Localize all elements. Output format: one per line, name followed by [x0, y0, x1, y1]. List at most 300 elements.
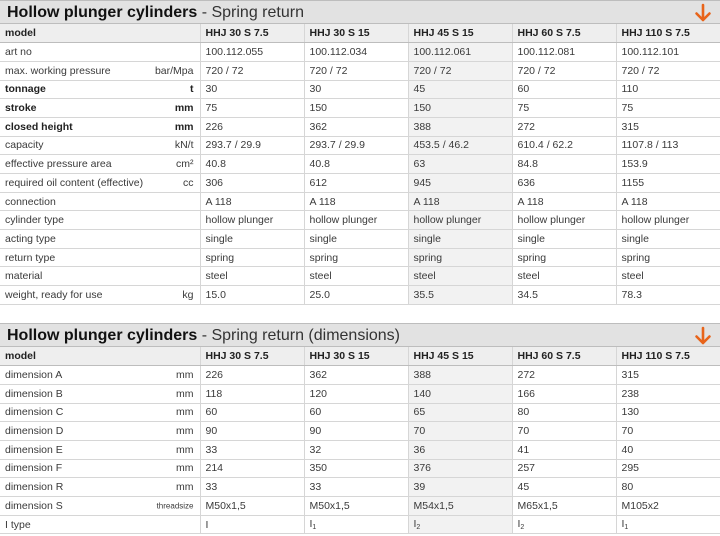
table-cell — [512, 61, 616, 80]
cell-value: 60 — [517, 83, 530, 96]
table-cell — [200, 174, 304, 193]
dimensions-table — [0, 347, 720, 534]
cell-value: 720 / 72 — [517, 64, 556, 77]
cell-value: 272 — [517, 369, 536, 382]
cell-value: 720 / 72 — [621, 64, 660, 77]
cell-value: 30 — [205, 83, 218, 96]
cell-value: 453.5 / 46.2 — [413, 139, 469, 152]
table-cell — [512, 478, 616, 497]
table-cell — [304, 192, 408, 211]
cell-value: 41 — [517, 443, 530, 456]
header-row — [0, 347, 720, 366]
cell-value: 60 — [205, 406, 218, 419]
table-row — [0, 403, 720, 422]
cell-value: 388 — [413, 120, 432, 133]
cell-value: 214 — [205, 462, 224, 475]
section-title-bold: Hollow plunger cylinders — [7, 4, 198, 21]
cell-value: single — [205, 232, 233, 245]
model-header: HHJ 110 S 7.5 — [616, 24, 720, 43]
table-cell — [616, 248, 720, 267]
table-cell — [304, 80, 408, 99]
table-cell — [512, 497, 616, 516]
model-header: HHJ 30 S 7.5 — [200, 24, 304, 43]
cell-value: 15.0 — [205, 288, 226, 301]
row-label-cell — [0, 211, 200, 230]
table-cell — [408, 286, 512, 305]
header-label: model — [0, 347, 200, 366]
table-cell — [512, 211, 616, 230]
row-label-cell — [0, 136, 200, 155]
model-header: HHJ 30 S 15 — [304, 24, 408, 43]
table-cell — [408, 366, 512, 385]
row-label: effective pressure area — [5, 158, 112, 171]
table-row — [0, 99, 720, 118]
cell-value: hollow plunger — [205, 214, 274, 227]
table-cell — [616, 192, 720, 211]
row-label: dimension C — [5, 406, 64, 419]
cell-value: 100.112.101 — [621, 46, 680, 59]
table-row — [0, 43, 720, 62]
table-row — [0, 384, 720, 403]
cell-value: M50x1,5 — [309, 499, 350, 512]
table-cell — [408, 99, 512, 118]
cell-value: spring — [621, 251, 651, 264]
table-cell — [408, 155, 512, 174]
table-cell — [200, 117, 304, 136]
table-row — [0, 174, 720, 193]
table-cell — [408, 478, 512, 497]
table-cell — [408, 61, 512, 80]
row-label: connection — [5, 195, 56, 208]
table-row — [0, 515, 720, 534]
cell-subscript: 2 — [520, 524, 525, 532]
table-row — [0, 155, 720, 174]
table-cell — [408, 515, 512, 534]
spec-table — [0, 24, 720, 305]
row-label: dimension E — [5, 443, 63, 456]
cell-value: 100.112.061 — [413, 46, 472, 59]
table-cell — [408, 192, 512, 211]
table-cell — [408, 230, 512, 249]
table-cell — [512, 515, 616, 534]
section-title — [7, 2, 304, 23]
cell-value: 100.112.034 — [309, 46, 368, 59]
row-label-cell — [0, 422, 200, 441]
table-cell — [512, 80, 616, 99]
cell-value: 33 — [309, 481, 322, 494]
table-row — [0, 80, 720, 99]
table-cell — [200, 80, 304, 99]
row-unit: mm — [176, 406, 194, 419]
cell-value: steel — [309, 270, 332, 283]
table-cell — [616, 267, 720, 286]
cell-value: 110 — [621, 83, 639, 96]
row-label: return type — [5, 251, 56, 264]
table-cell — [200, 192, 304, 211]
row-unit: mm — [176, 443, 194, 456]
model-header: HHJ 30 S 7.5 — [200, 347, 304, 366]
cell-value: 39 — [413, 481, 426, 494]
section-title-bar — [0, 323, 720, 347]
table-cell — [408, 174, 512, 193]
table-cell — [616, 99, 720, 118]
table-cell — [616, 117, 720, 136]
cell-value: 78.3 — [621, 288, 642, 301]
cell-value: 100.112.081 — [517, 46, 576, 59]
table-cell — [512, 136, 616, 155]
table-cell — [616, 403, 720, 422]
row-label: material — [5, 270, 43, 283]
row-label-cell — [0, 117, 200, 136]
cell-value: steel — [621, 270, 644, 283]
table-cell — [304, 366, 408, 385]
section-title-bar — [0, 0, 720, 24]
table-cell — [512, 422, 616, 441]
row-label-cell — [0, 286, 200, 305]
table-cell — [304, 117, 408, 136]
section-title-suffix: - Spring return (dimensions) — [197, 327, 400, 344]
cell-value: 70 — [413, 425, 426, 438]
table-cell — [512, 174, 616, 193]
cell-value: 293.7 / 29.9 — [205, 139, 261, 152]
cell-value: 636 — [517, 176, 536, 189]
cell-value: 84.8 — [517, 158, 538, 171]
table-cell — [512, 459, 616, 478]
table-cell — [616, 422, 720, 441]
table-cell — [304, 99, 408, 118]
table-cell — [408, 211, 512, 230]
model-header: HHJ 30 S 15 — [304, 347, 408, 366]
header-label: model — [0, 24, 200, 43]
table-cell — [408, 403, 512, 422]
table-cell — [304, 211, 408, 230]
cell-value: 40 — [621, 443, 634, 456]
table-cell — [512, 230, 616, 249]
table-cell — [616, 61, 720, 80]
cell-value: 293.7 / 29.9 — [309, 139, 365, 152]
table-cell — [200, 136, 304, 155]
arrow-down-icon[interactable] — [694, 326, 712, 346]
cell-value: 100.112.055 — [205, 46, 264, 59]
table-cell — [304, 384, 408, 403]
table-cell — [616, 515, 720, 534]
row-label: required oil content (effective) — [5, 176, 144, 189]
table-cell — [408, 440, 512, 459]
row-unit: mm — [174, 120, 194, 133]
row-label: dimension D — [5, 425, 64, 438]
row-label: acting type — [5, 232, 56, 245]
table-cell — [200, 497, 304, 516]
cell-value: steel — [205, 270, 228, 283]
row-label-cell — [0, 174, 200, 193]
row-label: capacity — [5, 139, 44, 152]
row-unit: bar/Mpa — [154, 64, 194, 77]
table-cell — [408, 80, 512, 99]
cell-value: hollow plunger — [413, 214, 482, 227]
table-row — [0, 478, 720, 497]
cell-value: 33 — [205, 481, 218, 494]
row-label: tonnage — [5, 83, 46, 96]
table-cell — [304, 248, 408, 267]
table-cell — [512, 286, 616, 305]
table-cell — [304, 497, 408, 516]
arrow-down-icon[interactable] — [694, 3, 712, 23]
row-label: dimension S — [5, 499, 63, 512]
table-cell — [616, 384, 720, 403]
cell-value: 362 — [309, 369, 328, 382]
cell-value: 257 — [517, 462, 536, 475]
table-cell — [512, 267, 616, 286]
row-label-cell — [0, 440, 200, 459]
cell-value: M54x1,5 — [413, 499, 454, 512]
table-row — [0, 459, 720, 478]
table-cell — [512, 99, 616, 118]
table-cell — [616, 174, 720, 193]
cell-subscript: 1 — [624, 524, 629, 532]
row-label-cell — [0, 515, 200, 534]
table-row — [0, 248, 720, 267]
table-cell — [200, 43, 304, 62]
model-header: HHJ 60 S 7.5 — [512, 347, 616, 366]
row-label-cell — [0, 99, 200, 118]
row-label-cell — [0, 403, 200, 422]
cell-value: 90 — [205, 425, 218, 438]
table-cell — [616, 80, 720, 99]
cell-value: 376 — [413, 462, 432, 475]
table-cell — [408, 384, 512, 403]
cell-value: 75 — [205, 102, 218, 115]
table-cell — [512, 403, 616, 422]
table-cell — [512, 155, 616, 174]
cell-value: hollow plunger — [517, 214, 586, 227]
row-label: dimension B — [5, 387, 63, 400]
cell-value: 90 — [309, 425, 322, 438]
table-cell — [616, 136, 720, 155]
table-row — [0, 366, 720, 385]
cell-value: 118 — [205, 387, 223, 400]
model-header: HHJ 110 S 7.5 — [616, 347, 720, 366]
table-row — [0, 440, 720, 459]
row-unit: t — [190, 83, 194, 96]
cell-value: 75 — [517, 102, 530, 115]
cell-value: 315 — [621, 369, 640, 382]
table-cell — [200, 515, 304, 534]
row-label-cell — [0, 384, 200, 403]
cell-value: 610.4 / 62.2 — [517, 139, 573, 152]
cell-value: hollow plunger — [621, 214, 690, 227]
table-cell — [512, 366, 616, 385]
cell-value: 1155 — [621, 176, 645, 189]
cell-subscript: 2 — [416, 524, 421, 532]
row-label: cylinder type — [5, 214, 64, 227]
row-label-cell — [0, 267, 200, 286]
row-unit: mm — [176, 462, 194, 475]
cell-value: spring — [413, 251, 443, 264]
row-label: dimension A — [5, 369, 63, 382]
table-cell — [512, 192, 616, 211]
table-cell — [200, 99, 304, 118]
row-label: max. working pressure — [5, 64, 111, 77]
row-label: closed height — [5, 120, 73, 133]
section-title — [7, 325, 400, 346]
table-cell — [304, 515, 408, 534]
table-cell — [200, 267, 304, 286]
table-cell — [408, 267, 512, 286]
row-label: art no — [5, 46, 32, 59]
cell-value: M50x1,5 — [205, 499, 246, 512]
row-label: dimension F — [5, 462, 63, 475]
cell-value: 40.8 — [205, 158, 226, 171]
cell-value: 35.5 — [413, 288, 434, 301]
table-cell — [304, 478, 408, 497]
cell-value: 272 — [517, 120, 536, 133]
cell-value: 75 — [621, 102, 634, 115]
cell-value: 350 — [309, 462, 328, 475]
row-label-cell — [0, 497, 200, 516]
table-cell — [408, 136, 512, 155]
cell-value: 388 — [413, 369, 432, 382]
section-title-suffix: - Spring return — [197, 4, 304, 21]
cell-value: 120 — [309, 387, 328, 400]
table-row — [0, 422, 720, 441]
model-header: HHJ 60 S 7.5 — [512, 24, 616, 43]
cell-value: single — [621, 232, 649, 245]
row-label-cell — [0, 192, 200, 211]
row-label: weight, ready for use — [5, 288, 103, 301]
row-unit: mm — [176, 425, 194, 438]
row-label-cell — [0, 230, 200, 249]
table-cell — [200, 403, 304, 422]
cell-value: 362 — [309, 120, 328, 133]
table-cell — [512, 117, 616, 136]
cell-value: spring — [309, 251, 339, 264]
cell-value: 945 — [413, 176, 432, 189]
cell-value: 238 — [621, 387, 640, 400]
table-cell — [200, 211, 304, 230]
table-cell — [616, 230, 720, 249]
cell-value: 226 — [205, 120, 224, 133]
cell-value: 226 — [205, 369, 224, 382]
table-cell — [200, 478, 304, 497]
cell-value: I — [205, 518, 209, 531]
cell-value: A 118 — [205, 195, 232, 208]
table-cell — [200, 459, 304, 478]
model-header: HHJ 45 S 15 — [408, 24, 512, 43]
table-cell — [304, 61, 408, 80]
table-cell — [200, 422, 304, 441]
table-row — [0, 230, 720, 249]
cell-value: spring — [205, 251, 235, 264]
cell-value: 65 — [413, 406, 426, 419]
cell-value: 1107.8 / 113 — [621, 139, 679, 152]
cell-value: 720 / 72 — [309, 64, 348, 77]
table-cell — [512, 43, 616, 62]
row-unit: cc — [183, 176, 194, 189]
cell-value: 140 — [413, 387, 432, 400]
cell-value: I — [413, 518, 417, 531]
table-row — [0, 117, 720, 136]
cell-value: 34.5 — [517, 288, 538, 301]
table-cell — [200, 155, 304, 174]
row-unit: cm² — [176, 158, 194, 171]
cell-value: 63 — [413, 158, 426, 171]
cell-value: single — [517, 232, 545, 245]
cell-value: M105x2 — [621, 499, 659, 512]
cell-value: 720 / 72 — [205, 64, 244, 77]
row-label-cell — [0, 459, 200, 478]
cell-value: 80 — [517, 406, 530, 419]
cell-value: 32 — [309, 443, 322, 456]
model-header: HHJ 45 S 15 — [408, 347, 512, 366]
cell-value: 25.0 — [309, 288, 330, 301]
cell-value: A 118 — [309, 195, 336, 208]
row-unit: mm — [176, 481, 194, 494]
table-cell — [304, 286, 408, 305]
table-cell — [616, 478, 720, 497]
cell-value: A 118 — [517, 195, 544, 208]
row-unit: mm — [176, 369, 194, 382]
cell-value: 60 — [309, 406, 322, 419]
cell-value: 70 — [621, 425, 634, 438]
cell-value: 315 — [621, 120, 640, 133]
table-cell — [304, 43, 408, 62]
row-label: stroke — [5, 102, 37, 115]
cell-value: I — [309, 518, 313, 531]
table-row — [0, 61, 720, 80]
row-label-cell — [0, 61, 200, 80]
row-label: dimension R — [5, 481, 64, 494]
table-cell — [616, 366, 720, 385]
table-cell — [200, 286, 304, 305]
table-cell — [200, 230, 304, 249]
table-row — [0, 497, 720, 516]
table-cell — [304, 459, 408, 478]
cell-subscript: 1 — [312, 524, 317, 532]
table-row — [0, 192, 720, 211]
table-cell — [512, 440, 616, 459]
cell-value: 150 — [413, 102, 432, 115]
table-cell — [200, 248, 304, 267]
table-cell — [512, 384, 616, 403]
row-label-cell — [0, 155, 200, 174]
section-title-bold: Hollow plunger cylinders — [7, 327, 198, 344]
cell-value: single — [309, 232, 337, 245]
table-cell — [616, 286, 720, 305]
table-row — [0, 286, 720, 305]
cell-value: 306 — [205, 176, 224, 189]
cell-value: steel — [413, 270, 436, 283]
cell-value: 153.9 — [621, 158, 648, 171]
cell-value: 33 — [205, 443, 218, 456]
cell-value: single — [413, 232, 441, 245]
cell-value: steel — [517, 270, 540, 283]
row-label-cell — [0, 80, 200, 99]
cell-value: 30 — [309, 83, 322, 96]
table-cell — [408, 117, 512, 136]
table-cell — [304, 403, 408, 422]
row-label-cell — [0, 248, 200, 267]
cell-value: hollow plunger — [309, 214, 378, 227]
dimensions-section — [0, 323, 720, 534]
cell-value: 45 — [413, 83, 426, 96]
cell-value: I — [621, 518, 625, 531]
table-cell — [200, 440, 304, 459]
cell-value: I — [517, 518, 521, 531]
cell-value: 150 — [309, 102, 328, 115]
table-cell — [408, 459, 512, 478]
cell-value: A 118 — [621, 195, 648, 208]
table-cell — [616, 497, 720, 516]
